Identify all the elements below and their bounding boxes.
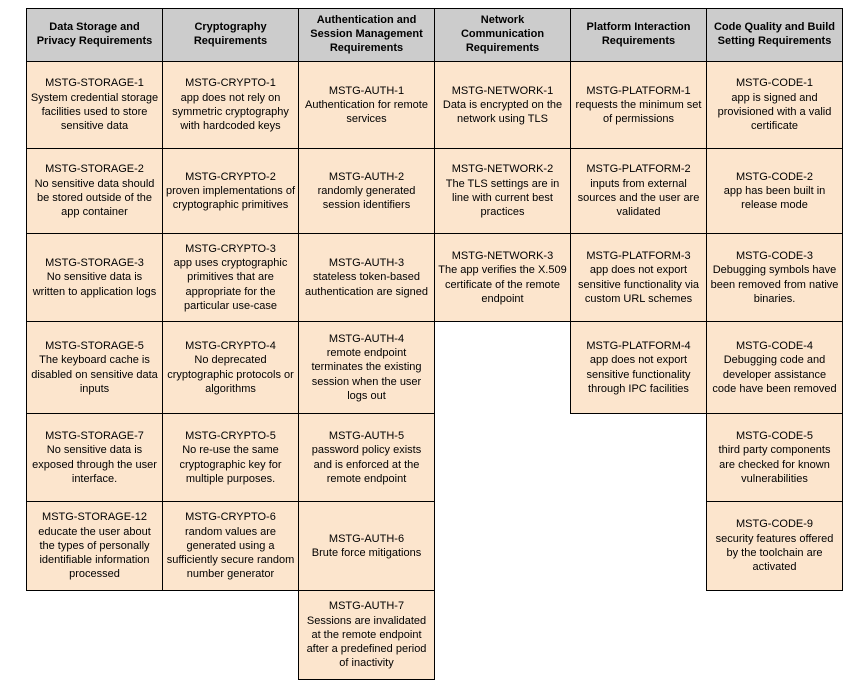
- requirement-cell: [706, 148, 843, 234]
- requirement-code: MSTG-CRYPTO-6: [185, 511, 276, 524]
- requirement-code: MSTG-STORAGE-2: [45, 163, 144, 176]
- requirement-description: No deprecated cryptographic protocols or algorithms: [167, 354, 294, 395]
- requirement-code: MSTG-CODE-2: [736, 170, 813, 183]
- requirement-code: MSTG-STORAGE-12: [42, 511, 147, 524]
- requirement-code: MSTG-CRYPTO-3: [185, 242, 276, 255]
- requirement-cell: [570, 321, 707, 414]
- requirements-table: [26, 8, 843, 680]
- requirement-cell: [434, 61, 571, 149]
- requirement-code: MSTG-AUTH-4: [328, 332, 405, 345]
- requirement-cell: [26, 148, 163, 234]
- column-code-quality: [706, 8, 843, 591]
- requirement-description: Debugging symbols have been removed from native binaries.: [710, 264, 839, 305]
- requirement-description: app has been built in release mode: [723, 184, 826, 212]
- requirement-cell: [434, 233, 571, 322]
- requirement-cell: [162, 61, 299, 149]
- requirement-description: inputs from external sources and the user are validated: [577, 177, 700, 219]
- requirement-description: Sessions are invalidated at the remote endpoint after a predefined period of inactivity: [306, 614, 427, 670]
- requirement-description: No sensitive data should be stored outside of the app container: [34, 177, 155, 219]
- requirement-description: remote endpoint terminates the existing session when the user logs out: [311, 347, 422, 402]
- requirement-description: No sensitive data is written to application logs: [32, 271, 157, 298]
- column-data-storage: [26, 8, 163, 591]
- requirement-cell: [298, 413, 435, 502]
- requirement-description: System credential storage facilities used to store sensitive data: [30, 91, 159, 133]
- requirement-code: MSTG-AUTH-6: [328, 532, 405, 545]
- requirement-code: MSTG-NETWORK-1: [451, 84, 554, 97]
- requirement-description: proven implementations of cryptographic primitives: [166, 184, 296, 212]
- requirement-code: MSTG-AUTH-7: [328, 600, 405, 613]
- requirement-code: MSTG-STORAGE-7: [45, 429, 144, 442]
- requirement-cell: [570, 233, 707, 322]
- requirement-code: MSTG-NETWORK-2: [451, 163, 554, 176]
- requirement-description: third party components are checked for known vulnerabilities: [718, 444, 831, 485]
- requirement-cell: [706, 413, 843, 502]
- requirement-cell: [706, 233, 843, 322]
- requirement-code: MSTG-PLATFORM-2: [586, 163, 691, 176]
- requirement-description: app uses cryptographic primitives that are appropriate for the particular use-case: [173, 257, 288, 312]
- requirement-cell: [570, 148, 707, 234]
- column-header: Cryptography Requirements: [162, 8, 299, 62]
- requirement-code: MSTG-AUTH-3: [328, 257, 405, 270]
- requirement-code: MSTG-CODE-9: [736, 518, 813, 531]
- column-platform: [570, 8, 707, 414]
- requirement-cell: [26, 501, 163, 591]
- requirement-description: The app verifies the X.509 certificate of the remote endpoint: [438, 264, 567, 305]
- requirement-description: educate the user about the types of personally identifiable information processed: [38, 525, 151, 581]
- requirement-code: MSTG-PLATFORM-4: [586, 339, 691, 352]
- requirement-cell: [162, 321, 299, 414]
- requirement-description: No sensitive data is exposed through the user interface.: [32, 444, 157, 485]
- column-authentication: [298, 8, 435, 680]
- requirement-code: MSTG-NETWORK-3: [451, 249, 554, 262]
- requirement-cell: [298, 61, 435, 149]
- requirement-description: randomly generated session identifiers: [317, 184, 416, 212]
- requirement-description: password policy exists and is enforced at the remote endpoint: [311, 444, 422, 485]
- requirement-description: The keyboard cache is disabled on sensitive data inputs: [31, 354, 158, 395]
- requirement-description: No re-use the same cryptographic key for multiple purposes.: [179, 444, 282, 485]
- requirement-code: MSTG-AUTH-5: [328, 429, 405, 442]
- column-network: [434, 8, 571, 322]
- requirement-cell: [706, 61, 843, 149]
- requirement-description: app is signed and provisioned with a valid certificate: [717, 91, 832, 133]
- requirement-code: MSTG-CRYPTO-5: [185, 429, 276, 442]
- requirement-cell: [298, 148, 435, 234]
- requirement-description: random values are generated using a sufficiently secure random number generator: [166, 525, 295, 581]
- column-header: Authentication and Session Management Requirements: [298, 8, 435, 62]
- requirement-code: MSTG-PLATFORM-1: [586, 84, 691, 97]
- requirement-cell: [26, 413, 163, 502]
- requirement-description: app does not rely on symmetric cryptography with hardcoded keys: [172, 91, 289, 133]
- requirement-description: Authentication for remote services: [305, 98, 428, 126]
- requirement-code: MSTG-STORAGE-3: [45, 257, 144, 270]
- requirement-cell: [706, 321, 843, 414]
- requirement-description: requests the minimum set of permissions: [575, 98, 702, 126]
- requirement-description: The TLS settings are in line with current best practices: [445, 177, 560, 219]
- requirement-code: MSTG-CODE-3: [736, 249, 813, 262]
- requirement-code: MSTG-CODE-4: [736, 339, 813, 352]
- column-header: Data Storage and Privacy Requirements: [26, 8, 163, 62]
- requirement-cell: [162, 233, 299, 322]
- requirement-description: app does not export sensitive functionality through IPC facilities: [586, 354, 691, 395]
- requirement-description: Brute force mitigations: [311, 547, 422, 559]
- requirement-cell: [298, 233, 435, 322]
- column-header: Code Quality and Build Setting Requirements: [706, 8, 843, 62]
- requirement-code: MSTG-STORAGE-1: [45, 77, 144, 90]
- requirement-description: app does not export sensitive functionality via custom URL schemes: [577, 264, 700, 305]
- requirement-description: Debugging code and developer assistance code have been removed: [712, 354, 837, 395]
- requirement-code: MSTG-AUTH-1: [328, 84, 405, 97]
- column-cryptography: [162, 8, 299, 591]
- requirement-code: MSTG-CODE-5: [736, 429, 813, 442]
- requirement-cell: [706, 501, 843, 591]
- requirement-code: MSTG-CRYPTO-1: [185, 77, 276, 90]
- requirement-code: MSTG-CRYPTO-2: [185, 170, 276, 183]
- requirement-description: stateless token-based authentication are signed: [305, 271, 428, 298]
- requirement-code: MSTG-PLATFORM-3: [586, 249, 691, 262]
- requirement-cell: [26, 233, 163, 322]
- requirement-description: Data is encrypted on the network using TLS: [442, 98, 563, 126]
- requirement-code: MSTG-CRYPTO-4: [185, 339, 276, 352]
- requirement-cell: [26, 61, 163, 149]
- column-header: Network Communication Requirements: [434, 8, 571, 62]
- requirement-cell: [162, 148, 299, 234]
- requirement-cell: [570, 61, 707, 149]
- requirement-cell: [298, 501, 435, 591]
- column-header: Platform Interaction Requirements: [570, 8, 707, 62]
- requirement-cell: [298, 321, 435, 414]
- requirement-code: MSTG-AUTH-2: [328, 170, 405, 183]
- requirement-cell: [298, 590, 435, 680]
- requirement-cell: [434, 148, 571, 234]
- requirement-code: MSTG-CODE-1: [736, 77, 813, 90]
- requirement-cell: [162, 501, 299, 591]
- requirement-cell: [26, 321, 163, 414]
- requirement-code: MSTG-STORAGE-5: [45, 339, 144, 352]
- requirement-description: security features offered by the toolchain are activated: [715, 532, 834, 574]
- requirement-cell: [162, 413, 299, 502]
